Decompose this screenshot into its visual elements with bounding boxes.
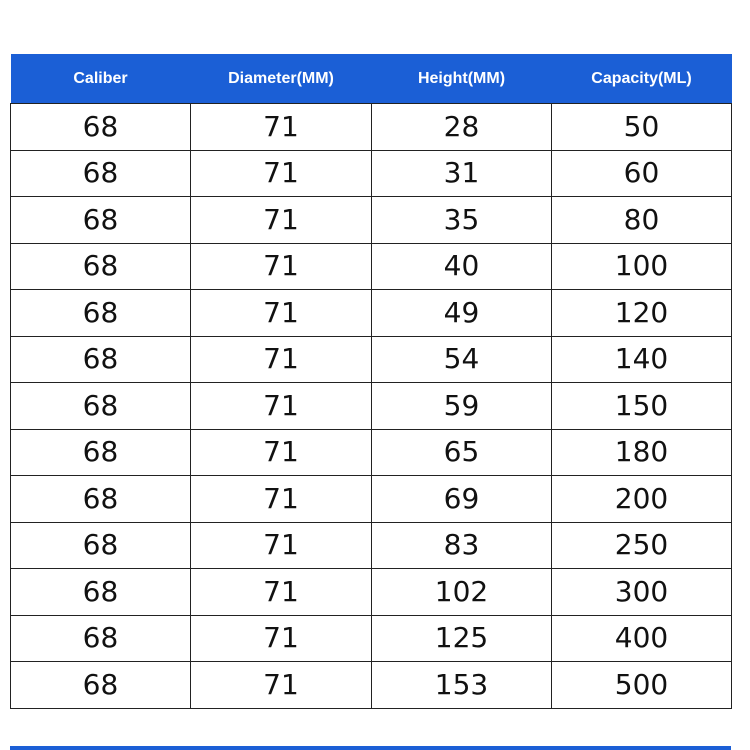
table-row xyxy=(11,476,732,523)
table-row xyxy=(11,383,732,430)
diameter-cell: 71 xyxy=(191,336,372,383)
table-row xyxy=(11,290,732,337)
capacity-cell: 200 xyxy=(552,476,732,523)
caliber-cell: 68 xyxy=(11,522,191,569)
table-header xyxy=(11,54,732,104)
caliber-cell: 68 xyxy=(11,290,191,337)
diameter-cell: 71 xyxy=(191,476,372,523)
height-cell: 153 xyxy=(372,662,552,709)
caliber-cell: 68 xyxy=(11,197,191,244)
capacity-cell: 500 xyxy=(552,662,732,709)
diameter-cell: 71 xyxy=(191,522,372,569)
height-cell: 54 xyxy=(372,336,552,383)
caliber-cell: 68 xyxy=(11,104,191,151)
table-row xyxy=(11,104,732,151)
height-cell: 102 xyxy=(372,569,552,616)
table-row xyxy=(11,336,732,383)
height-cell: 49 xyxy=(372,290,552,337)
diameter-cell: 71 xyxy=(191,290,372,337)
header-caliber: Caliber xyxy=(73,69,128,87)
capacity-cell: 80 xyxy=(552,197,732,244)
table-row xyxy=(11,569,732,616)
diameter-cell: 71 xyxy=(191,615,372,662)
capacity-cell: 180 xyxy=(552,429,732,476)
capacity-cell: 300 xyxy=(552,569,732,616)
diameter-cell: 71 xyxy=(191,197,372,244)
diameter-cell: 71 xyxy=(191,150,372,197)
table-row xyxy=(11,615,732,662)
diameter-cell: 71 xyxy=(191,243,372,290)
table-row xyxy=(11,522,732,569)
capacity-cell: 120 xyxy=(552,290,732,337)
height-cell: 40 xyxy=(372,243,552,290)
height-cell: 28 xyxy=(372,104,552,151)
height-cell: 83 xyxy=(372,522,552,569)
height-cell: 69 xyxy=(372,476,552,523)
table-row xyxy=(11,150,732,197)
height-cell: 125 xyxy=(372,615,552,662)
caliber-cell: 68 xyxy=(11,476,191,523)
capacity-cell: 140 xyxy=(552,336,732,383)
diameter-cell: 71 xyxy=(191,569,372,616)
capacity-cell: 50 xyxy=(552,104,732,151)
height-cell: 65 xyxy=(372,429,552,476)
height-cell: 59 xyxy=(372,383,552,430)
height-cell: 31 xyxy=(372,150,552,197)
caliber-cell: 68 xyxy=(11,336,191,383)
table-row xyxy=(11,197,732,244)
diameter-cell: 71 xyxy=(191,104,372,151)
caliber-cell: 68 xyxy=(11,243,191,290)
diameter-cell: 71 xyxy=(191,429,372,476)
capacity-cell: 400 xyxy=(552,615,732,662)
capacity-cell: 150 xyxy=(552,383,732,430)
diameter-cell: 71 xyxy=(191,662,372,709)
caliber-cell: 68 xyxy=(11,615,191,662)
header-diameter: Diameter(MM) xyxy=(228,69,334,87)
caliber-cell: 68 xyxy=(11,662,191,709)
bottom-divider xyxy=(10,746,731,750)
height-cell: 35 xyxy=(372,197,552,244)
capacity-cell: 60 xyxy=(552,150,732,197)
table-row xyxy=(11,429,732,476)
header-capacity: Capacity(ML) xyxy=(591,69,692,87)
caliber-cell: 68 xyxy=(11,429,191,476)
header-row xyxy=(11,54,732,104)
header-height: Height(MM) xyxy=(417,69,506,87)
spec-table xyxy=(10,54,732,709)
table-row xyxy=(11,243,732,290)
caliber-cell: 68 xyxy=(11,569,191,616)
capacity-cell: 100 xyxy=(552,243,732,290)
table-body xyxy=(11,104,732,709)
table-row xyxy=(11,662,732,709)
capacity-cell: 250 xyxy=(552,522,732,569)
diameter-cell: 71 xyxy=(191,383,372,430)
caliber-cell: 68 xyxy=(11,150,191,197)
caliber-cell: 68 xyxy=(11,383,191,430)
